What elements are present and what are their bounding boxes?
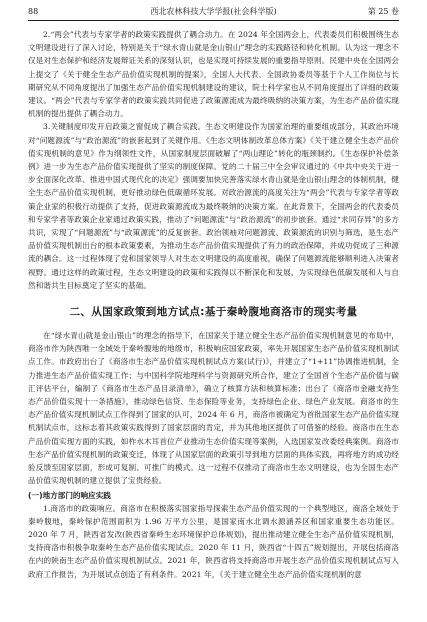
- paragraph-shangluo-overview: 在“绿水青山就是金山银山”的理念的指导下，在国家关于建立健全生态产品价值实现机制意见的布局中，商洛市作为陕西唯一全域处于秦岭腹地的地级市，积极响应国家政策，率先开展国家生态产品价值实现机制试点工作。市政府出台了《商洛市生态产品价值实现机制试点方案(试行)》，并建立了“1+11”协调推进机制，全力推进生态产品价值实现工作；与中国科学院地理科学与资源研究所合作，建立了全国首个生态产品价值与碳汇评估平台，编制了《商洛市生态产品目录清单》，确立了核算方法和核算标准；出台了《商洛市金融支持生态产品价值实现十一条措施》，推动绿色信贷、生态保险等业务，支持绿色企业、绿色产业发展。商洛市的生态产品价值实现机制试点工作得到了国家的认可，2024 年 6 月，商洛市被确定为首批国家生态产品价值实现机制试点市，这标志着其政策实践得到了国家层面的肯定，并为其他地区提供了可借鉴的经验。商洛市在生态产品价值实现方面的实践，如柞水木耳首位产业推动生态价值实现等案例，入选国家发改委经典案例。商洛市生态产品价值实现机制的政策变迁，体现了从国家层面的政策引导到地方层面的具体实践，再将地方的成功经验反馈至国家层面，形成可复制、可推广的模式。这一过程不仅推动了商洛市生态文明建设，也为全国生态产品价值实现机制的建立提供了宝贵经验。: [28, 331, 399, 486]
- paragraph-two-sessions: 2.“两会”代表与专家学者的政策实践提供了耦合动力。在 2024 年全国两会上，代表委员们积极围绕生态文明建设进行了深入讨论，特别是关于“绿水青山就是金山银山”理念的实践路径和转化机制。认为这一理念不仅是对生态保护和经济发展辩证关系的深刻认识，也是实现可持续发展的重要指导原则。民建中央在全国两会上提交了《关于健全生态产品价值实现机制的提案》，全国人大代表、全国政协委员等基于个人工作岗位与长期研究从不同角度提出了加强生态产品价值实现机制建设的建议，院士科学家也从不同角度提出了详细的政策建议。“两会”代表与专家学者的政策实践共同促进了政策源流成为最终吸纳的决策方案，为生态产品价值实现机制的提出提供了耦合动力。: [28, 30, 399, 119]
- journal-title: 西北农林科技大学学报(社会科学版): [150, 7, 277, 16]
- page-header: [28, 6, 399, 21]
- page-number: 88: [28, 7, 39, 16]
- section-heading: 二、从国家政策到地方试点:基于秦岭腹地商洛市的现实考量: [69, 306, 358, 319]
- paragraph-key-institutions: 3.关键制度印发开启政策之窗促成了耦合实践。生态文明建设作为国家治理的重要组成部分，其政治环境对“问题源流”与“政治源流”的嵌套起到了关键作用。《生态文明体制改革总体方案》《关于建立健全生态产品价值实现机制的意见》作为纲领性文件，从国家制度层面破解了“两山理论”转化的瓶颈制约。《生态保护补偿条例》进一步为生态产品价值实现提供了坚实的制度保障。党的二十届三中全会审议通过的《中共中央关于进一步全面深化改革、推进中国式现代化的决定》强调要加快完善落实绿水青山就是金山银山理念的体制机制，健全生态产品价值实现机制，更好推动绿色低碳循环发展。对政治源流的高度关注为“两会”代表与专家学者等政策企业家的积极行动提供了支持，促进政策源流成为最终吸纳的决策方案。在此背景下，全国两会的代表委员和专家学者等政策企业家通过政策实践，推动了“问题源流”与“政治源流”的初步嵌套。通过“求同存异”的多方共识，实现了“问题源流”与“政策源流”的反复嵌套。政治领袖对问题源流、政策源流的识别与筛选，是生态产品价值实现机制出台的根本政策要素，为推动生态产品价值实现提供了有力的政治保障，并成功促成了三种源流的耦合。这一过程体现了党和国家领导人对生态文明建设的高度重视，确保了问题源流能够顺利进入决策者视野。通过这样的政策过程，生态文明建设的政策和实践得以不断深化和发展，为实现绿色低碳发展和人与自然和谐共生目标奠定了坚实的基础。: [28, 122, 399, 290]
- subsection-heading: (一)地方部门的响应实践: [28, 490, 111, 500]
- article-body: [28, 28, 399, 618]
- paragraph-policy-response: 1.商洛市的政策响应。商洛市在积极落实国家指导探索生态产品价值实现的一个典型地区，商洛全域处于秦岭腹地，秦岭保护范围面积为 1.96 万平方公里，是国家南水北调水源涵养区和国家重要生态功能区。2020 年 7 月，陕西省发改(陕西省秦岭生态环境保护总体规划)，提出推动建立健全生态产品价值实现机制，支持商洛市积极争取秦岭生态产品价值实现试点。2020 年 11 月，陕西省“十四五”规划提出，开展包括商洛在内的陕南生态产品价值实现机制试点。2021 年，陕西省将支持商洛市开展生态产品价值实现机制试点写入政府工作报告，为开展试点创造了有利条件。2021 年，《关于建立健全生态产品价值实现机制的意: [28, 503, 399, 579]
- volume-label: 第 25 卷: [367, 7, 399, 16]
